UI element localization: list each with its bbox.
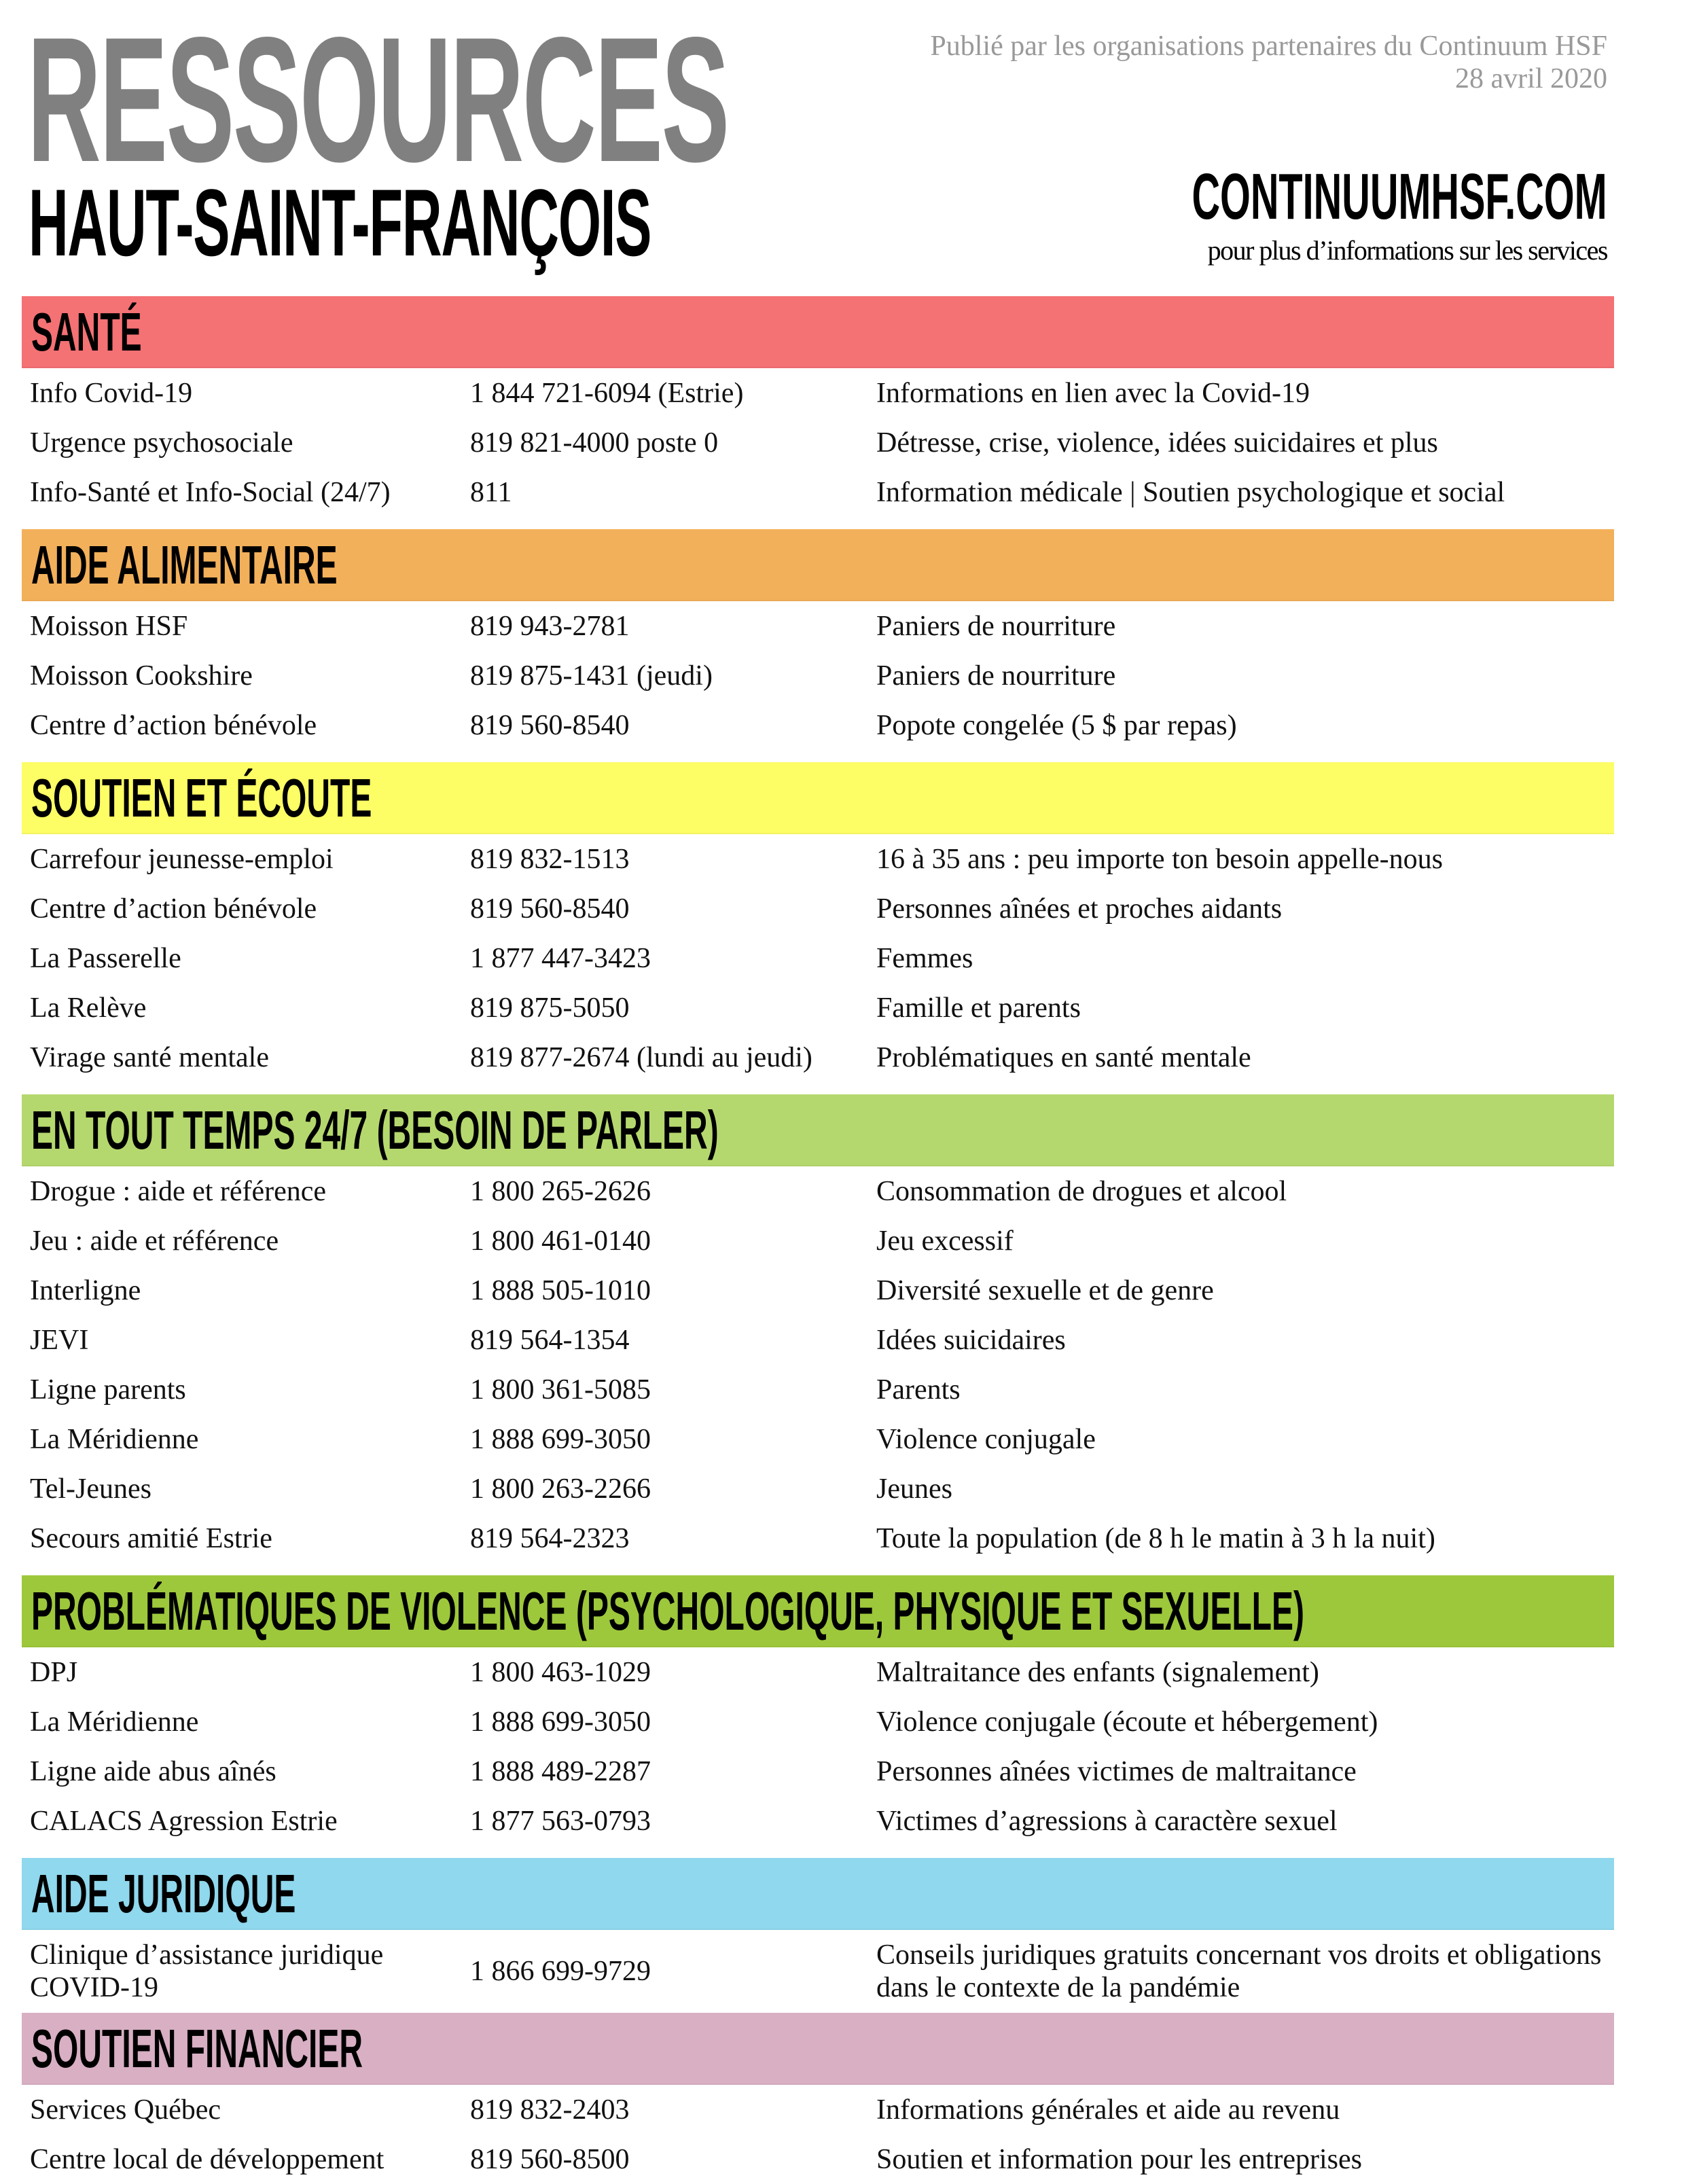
- resource-description: Informations en lien avec la Covid-19: [876, 377, 1310, 409]
- resource-row: [22, 1930, 1614, 2013]
- page-subtitle: HAUT-SAINT-FRANÇOIS: [29, 169, 651, 276]
- resource-row: [22, 1365, 1614, 1414]
- resource-name: Drogue : aide et référence: [30, 1175, 327, 1207]
- website-label[interactable]: CONTINUUMHSF.COM: [1192, 160, 1607, 233]
- page-title: RESSOURCES: [27, 0, 728, 199]
- resource-name: Centre d’action bénévole: [30, 893, 317, 925]
- resource-name: Info Covid-19: [30, 377, 193, 409]
- resource-description: Victimes d’agressions à caractère sexuel: [876, 1805, 1338, 1837]
- resource-name: Centre local de développement: [30, 2143, 384, 2175]
- resource-row: [22, 884, 1614, 933]
- resource-row: [22, 1216, 1614, 1266]
- phone-number[interactable]: 1 800 463-1029: [470, 1656, 651, 1688]
- phone-number[interactable]: 819 560-8540: [470, 709, 630, 741]
- resource-description: Violence conjugale: [876, 1423, 1096, 1455]
- resource-name: La Passerelle: [30, 942, 181, 974]
- resource-row: [22, 1796, 1614, 1846]
- resource-description: 16 à 35 ans : peu importe ton besoin appelle-nous: [876, 843, 1443, 875]
- resource-row: [22, 1747, 1614, 1796]
- resource-row: [22, 1315, 1614, 1365]
- resource-row: [22, 1464, 1614, 1514]
- resource-name: Secours amitié Estrie: [30, 1522, 272, 1554]
- section-gap: [22, 517, 1614, 529]
- phone-number[interactable]: 1 800 265-2626: [470, 1175, 651, 1207]
- section-header: [22, 1094, 1614, 1166]
- phone-number[interactable]: 1 888 699-3050: [470, 1706, 651, 1738]
- phone-number[interactable]: 819 564-2323: [470, 1522, 630, 1554]
- resource-description: Diversité sexuelle et de genre: [876, 1274, 1214, 1306]
- resource-name: Clinique d’assistance juridique COVID-19: [30, 1939, 384, 2003]
- resource-name: Info-Santé et Info-Social (24/7): [30, 476, 391, 508]
- resource-name: Urgence psychosociale: [30, 427, 293, 459]
- phone-number[interactable]: 819 875-1431 (jeudi): [470, 660, 713, 692]
- section-title: AIDE JURIDIQUE: [31, 1863, 296, 1924]
- resource-name: Ligne parents: [30, 1374, 186, 1406]
- phone-number[interactable]: 1 866 699-9729: [470, 1956, 651, 1987]
- resource-description: Consommation de drogues et alcool: [876, 1175, 1287, 1207]
- resource-row: [22, 2085, 1614, 2134]
- resource-row: [22, 1166, 1614, 1216]
- phone-number[interactable]: 1 888 699-3050: [470, 1423, 651, 1455]
- phone-number[interactable]: 1 888 489-2287: [470, 1755, 651, 1787]
- section-title: SANTÉ: [31, 302, 142, 362]
- section-title: PROBLÉMATIQUES DE VIOLENCE (PSYCHOLOGIQUE, PHYSIQUE ET SEXUELLE): [31, 1581, 1304, 1641]
- resource-description: Personnes aînées et proches aidants: [876, 893, 1283, 925]
- resource-description: Informations générales et aide au revenu: [876, 2094, 1340, 2126]
- section-header: [22, 762, 1614, 834]
- phone-number[interactable]: 1 877 447-3423: [470, 942, 651, 974]
- resource-row: [22, 467, 1614, 517]
- phone-number[interactable]: 819 560-8500: [470, 2143, 630, 2175]
- phone-number[interactable]: 1 844 721-6094 (Estrie): [470, 377, 744, 409]
- published-by: Publié par les organisations partenaires du Continuum HSF: [930, 31, 1607, 62]
- section-gap: [22, 1563, 1614, 1575]
- resource-name: La Méridienne: [30, 1423, 199, 1455]
- resource-name: Interligne: [30, 1274, 141, 1306]
- resource-name: La Méridienne: [30, 1706, 199, 1738]
- phone-number[interactable]: 1 888 505-1010: [470, 1274, 651, 1306]
- phone-number[interactable]: 819 832-1513: [470, 843, 630, 875]
- section-title: SOUTIEN ET ÉCOUTE: [31, 768, 372, 828]
- resource-row: [22, 1514, 1614, 1563]
- resource-name: Virage santé mentale: [30, 1041, 269, 1073]
- resource-row: [22, 1414, 1614, 1464]
- phone-number[interactable]: 819 877-2674 (lundi au jeudi): [470, 1041, 812, 1073]
- phone-number[interactable]: 1 800 461-0140: [470, 1225, 651, 1257]
- phone-number[interactable]: 819 943-2781: [470, 610, 630, 642]
- resource-description: Idées suicidaires: [876, 1324, 1066, 1356]
- phone-number[interactable]: 819 564-1354: [470, 1324, 630, 1356]
- resource-description: Violence conjugale (écoute et hébergement): [876, 1706, 1378, 1738]
- resource-description: Paniers de nourriture: [876, 610, 1116, 642]
- resource-row: [22, 983, 1614, 1033]
- resource-name: CALACS Agression Estrie: [30, 1805, 338, 1837]
- phone-number[interactable]: 819 560-8540: [470, 893, 630, 925]
- resource-description: Popote congelée (5 $ par repas): [876, 709, 1237, 741]
- resource-row: [22, 1266, 1614, 1315]
- resource-description: Toute la population (de 8 h le matin à 3 h la nuit): [876, 1522, 1435, 1554]
- resource-row: [22, 368, 1614, 418]
- resource-name: Ligne aide abus aînés: [30, 1755, 276, 1787]
- resource-description: Conseils juridiques gratuits concernant vos droits et obligations dans le contexte de la pandémie: [876, 1939, 1602, 2003]
- resource-name: Moisson HSF: [30, 610, 188, 642]
- section-header: [22, 529, 1614, 601]
- resource-name: Centre d’action bénévole: [30, 709, 317, 741]
- resource-description: Jeunes: [876, 1473, 952, 1505]
- resource-description: Information médicale | Soutien psychologique et social: [876, 476, 1505, 508]
- resource-row: [22, 1033, 1614, 1082]
- website-link[interactable]: [915, 160, 1607, 233]
- resource-description: Soutien et information pour les entreprises: [876, 2143, 1363, 2175]
- resource-row: [22, 2134, 1614, 2184]
- resource-row: [22, 1647, 1614, 1697]
- section-header: [22, 1575, 1614, 1647]
- resource-row: [22, 1697, 1614, 1747]
- resource-description: Famille et parents: [876, 992, 1081, 1024]
- resource-description: Détresse, crise, violence, idées suicidaires et plus: [876, 427, 1438, 459]
- resource-description: Paniers de nourriture: [876, 660, 1116, 692]
- resource-row: [22, 933, 1614, 983]
- resource-row: [22, 601, 1614, 651]
- section-gap: [22, 750, 1614, 762]
- resource-name: La Relève: [30, 992, 147, 1024]
- resource-row: [22, 834, 1614, 884]
- resource-description: Jeu excessif: [876, 1225, 1014, 1257]
- resource-name: Carrefour jeunesse-emploi: [30, 843, 334, 875]
- resource-description: Problématiques en santé mentale: [876, 1041, 1251, 1073]
- phone-number[interactable]: 1 800 361-5085: [470, 1374, 651, 1406]
- resource-row: [22, 651, 1614, 700]
- resource-description: Personnes aînées victimes de maltraitance: [876, 1755, 1357, 1787]
- website-note: pour plus d’informations sur les services: [1207, 235, 1607, 266]
- resource-description: Parents: [876, 1374, 961, 1406]
- phone-number[interactable]: 819 875-5050: [470, 992, 630, 1024]
- section-header: [22, 296, 1614, 368]
- section-title: EN TOUT TEMPS 24/7 (BESOIN DE PARLER): [31, 1100, 719, 1160]
- resource-description: Maltraitance des enfants (signalement): [876, 1656, 1319, 1688]
- section-header: [22, 2013, 1614, 2085]
- resource-name: JEVI: [30, 1324, 89, 1356]
- resource-row: [22, 700, 1614, 750]
- phone-number[interactable]: 819 832-2403: [470, 2094, 630, 2126]
- phone-number[interactable]: 1 800 263-2266: [470, 1473, 651, 1505]
- resource-name: DPJ: [30, 1656, 78, 1688]
- section-gap: [22, 1846, 1614, 1858]
- resource-description: Femmes: [876, 942, 973, 974]
- resource-name: Jeu : aide et référence: [30, 1225, 279, 1257]
- phone-number[interactable]: 1 877 563-0793: [470, 1805, 651, 1837]
- section-gap: [22, 1082, 1614, 1094]
- resource-row: [22, 418, 1614, 467]
- resource-name: Moisson Cookshire: [30, 660, 253, 692]
- phone-number[interactable]: 819 821-4000 poste 0: [470, 427, 719, 459]
- section-title: SOUTIEN FINANCIER: [31, 2018, 363, 2079]
- publication-date: 28 avril 2020: [1455, 63, 1607, 94]
- section-header: [22, 1858, 1614, 1930]
- resource-sections: [22, 296, 1614, 2184]
- resource-name: Services Québec: [30, 2094, 221, 2126]
- publication-info: [930, 30, 1607, 95]
- resource-name: Tel-Jeunes: [30, 1473, 151, 1505]
- section-title: AIDE ALIMENTAIRE: [31, 535, 338, 595]
- phone-number[interactable]: 811: [470, 476, 512, 508]
